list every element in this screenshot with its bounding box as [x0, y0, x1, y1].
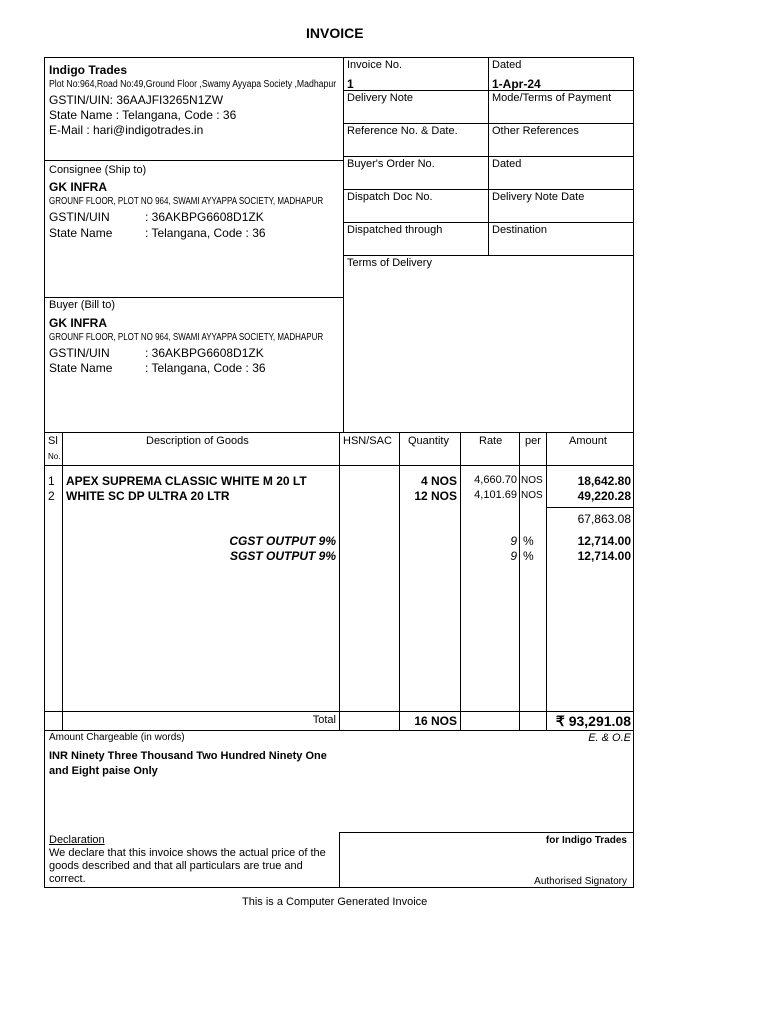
- seller-gstin: GSTIN/UIN: 36AAJFI3265N1ZW: [49, 93, 224, 107]
- header-sl: Sl: [48, 435, 58, 447]
- delivery-note-label: Delivery Note: [347, 92, 414, 104]
- meta-row-6: [343, 255, 633, 256]
- frame-right: [633, 57, 634, 888]
- frame-left: [44, 57, 45, 888]
- meta-row-1: [343, 90, 633, 91]
- reference-label: Reference No. & Date.: [347, 125, 458, 137]
- invoice-no-label: Invoice No.: [347, 59, 403, 71]
- item-1-amount: 18,642.80: [577, 474, 631, 488]
- declaration-heading: Declaration: [49, 834, 105, 846]
- header-per: per: [525, 435, 541, 447]
- destination-label: Destination: [492, 224, 548, 236]
- total-amount: ₹ 93,291.08: [555, 713, 631, 729]
- buyer-state-label: State Name: [49, 361, 113, 375]
- meta-row-2: [343, 123, 633, 124]
- item-2-quantity: 12 NOS: [414, 489, 457, 503]
- other-references-label: Other References: [492, 125, 579, 137]
- consignee-heading: Consignee (Ship to): [49, 164, 147, 176]
- subtotal-line: [547, 507, 634, 508]
- consignee-name: GK INFRA: [49, 180, 107, 194]
- meta-row-3: [343, 156, 633, 157]
- words-line-1: INR Ninety Three Thousand Two Hundred Ninety One: [49, 750, 327, 762]
- words-label: Amount Chargeable (in words): [49, 732, 185, 743]
- dispatched-through-label: Dispatched through: [347, 224, 443, 236]
- tax-2-label: SGST OUTPUT 9%: [229, 549, 336, 563]
- col-desc: [339, 432, 340, 731]
- item-2-rate: 4,101.69: [474, 489, 517, 501]
- item-1-description: APEX SUPREMA CLASSIC WHITE M 20 LT: [66, 474, 307, 488]
- consignee-gstin-label: GSTIN/UIN: [49, 210, 110, 224]
- item-2-description: WHITE SC DP ULTRA 20 LTR: [66, 489, 230, 503]
- item-1-per: NOS: [521, 475, 543, 486]
- meta-row-4: [343, 189, 633, 190]
- item-1-sl: 1: [48, 474, 55, 488]
- header-hsn: HSN/SAC: [343, 435, 392, 447]
- item-1-quantity: 4 NOS: [420, 474, 457, 488]
- seller-name: Indigo Trades: [49, 63, 128, 77]
- buyer-gstin-label: GSTIN/UIN: [49, 346, 110, 360]
- header-split: [343, 57, 344, 432]
- divider-seller: [44, 160, 344, 161]
- header-no: No.: [48, 452, 61, 461]
- buyer-state-value: : Telangana, Code : 36: [145, 361, 266, 375]
- declaration-line-2: goods described and that all particulars are true and: [49, 860, 303, 872]
- mode-terms-label: Mode/Terms of Payment: [492, 92, 612, 104]
- tax-2-amount: 12,714.00: [577, 549, 631, 563]
- eoe-label: E. & O.E: [588, 732, 631, 744]
- consignee-gstin-value: : 36AKBPG6608D1ZK: [145, 210, 264, 224]
- consignee-address: GROUNF FLOOR, PLOT NO 964, SWAMI AYYAPPA SOCIETY, MADHAPUR: [49, 196, 324, 207]
- signatory-box-left: [339, 832, 340, 888]
- header-rate: Rate: [479, 435, 503, 447]
- seller-address: Plot No:964,Road No:49,Ground Floor ,Swamy Ayyapa Society ,Madhapur: [49, 79, 337, 90]
- seller-email: E-Mail : hari@indigotrades.in: [49, 123, 204, 137]
- subtotal-amount: 67,863.08: [577, 512, 631, 526]
- signatory-for: for Indigo Trades: [545, 835, 627, 846]
- dated-label: Dated: [492, 59, 522, 71]
- frame-top: [44, 57, 634, 58]
- meta-row-5: [343, 222, 633, 223]
- header-description: Description of Goods: [146, 435, 249, 447]
- terms-delivery-label: Terms of Delivery: [347, 257, 432, 269]
- item-1-rate: 4,660.70: [474, 474, 517, 486]
- item-2-amount: 49,220.28: [577, 489, 631, 503]
- buyer-name: GK INFRA: [49, 316, 107, 330]
- header-quantity: Quantity: [408, 435, 449, 447]
- computer-generated-note: This is a Computer Generated Invoice: [242, 896, 428, 908]
- item-2-per: NOS: [521, 490, 543, 501]
- buyer-gstin-value: : 36AKBPG6608D1ZK: [145, 346, 264, 360]
- header-amount: Amount: [569, 435, 607, 447]
- buyer-order-label: Buyer's Order No.: [347, 158, 435, 170]
- signatory-label: Authorised Signatory: [534, 876, 627, 887]
- col-rate: [519, 432, 520, 731]
- buyer-address: GROUNF FLOOR, PLOT NO 964, SWAMI AYYAPPA SOCIETY, MADHAPUR: [49, 332, 324, 343]
- dispatch-doc-label: Dispatch Doc No.: [347, 191, 433, 203]
- delivery-note-date-label: Delivery Note Date: [492, 191, 585, 203]
- dated-value: 1-Apr-24: [492, 77, 541, 91]
- invoice-no-value: 1: [347, 77, 354, 91]
- declaration-line-3: correct.: [49, 873, 86, 885]
- tax-1-per: %: [523, 534, 534, 548]
- total-quantity: 16 NOS: [414, 714, 457, 728]
- tax-2-per: %: [523, 549, 534, 563]
- invoice-title: INVOICE: [306, 25, 364, 41]
- consignee-state-label: State Name: [49, 226, 113, 240]
- item-2-sl: 2: [48, 489, 55, 503]
- tax-1-amount: 12,714.00: [577, 534, 631, 548]
- tax-2-rate: 9: [510, 549, 517, 563]
- words-line-2: and Eight paise Only: [49, 765, 158, 777]
- total-label: Total: [312, 714, 336, 726]
- col-sl: [62, 432, 63, 731]
- divider-consignee: [44, 297, 344, 298]
- tax-1-rate: 9: [510, 534, 517, 548]
- order-dated-label: Dated: [492, 158, 522, 170]
- buyer-heading: Buyer (Bill to): [49, 299, 116, 311]
- seller-state: State Name : Telangana, Code : 36: [49, 108, 237, 122]
- tax-1-label: CGST OUTPUT 9%: [229, 534, 336, 548]
- signatory-box-top: [339, 832, 634, 833]
- consignee-state-value: : Telangana, Code : 36: [145, 226, 266, 240]
- declaration-line-1: We declare that this invoice shows the actual price of the: [49, 847, 326, 859]
